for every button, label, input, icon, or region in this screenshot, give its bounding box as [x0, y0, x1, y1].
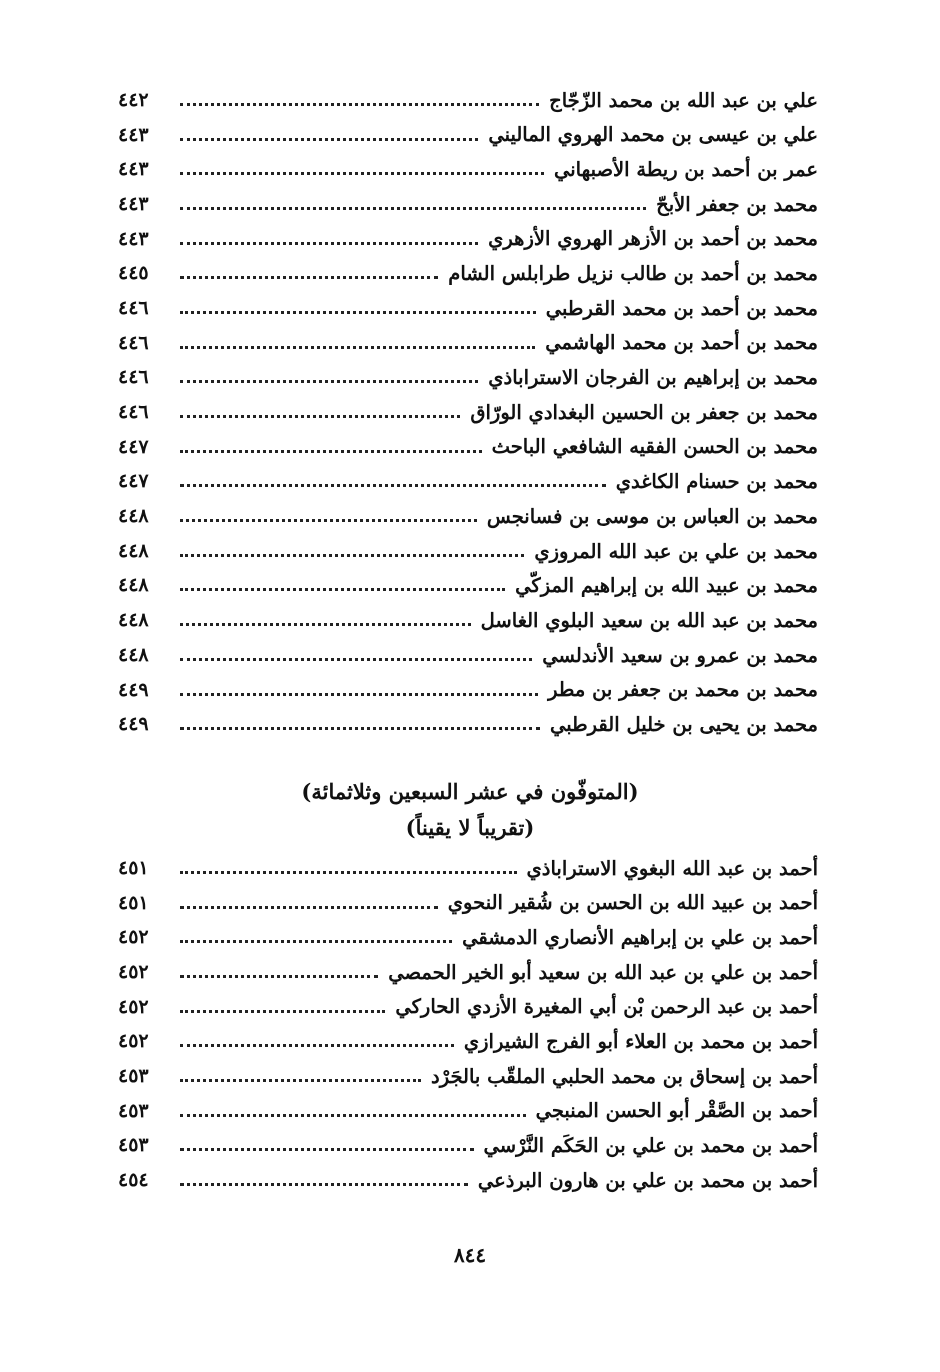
- entry-name: أحمد بن محمد بن علي بن هارون البرذعي: [477, 1168, 818, 1192]
- toc-list-upper: [118, 83, 818, 742]
- entry-name: أحمد بن عبيد الله بن الحسن بن شُقير النحوي: [447, 891, 818, 915]
- entry-page-number: ٤٥٢: [118, 926, 149, 949]
- entry-name: أحمد بن محمد بن العلاء أبو الفرج الشيرازي: [463, 1030, 818, 1054]
- dot-leader: [180, 207, 646, 210]
- entry-page-number: ٤٥٣: [118, 1064, 149, 1087]
- dot-leader: [180, 975, 378, 978]
- entry-page-number: ٤٤٣: [118, 158, 149, 181]
- dot-leader: [180, 415, 460, 418]
- toc-list-lower: [118, 851, 818, 1198]
- toc-entry: [118, 361, 818, 396]
- entry-name: محمد بن محمد بن جعفر بن مطر: [548, 678, 818, 702]
- entry-name: أحمد بن علي بن إبراهيم الأنصاري الدمشقي: [462, 925, 818, 949]
- entry-page-number: ٤٤٦: [118, 366, 149, 389]
- entry-name: محمد بن أحمد بن طالب نزيل طرابلس الشام: [448, 262, 818, 286]
- dot-leader: [180, 727, 540, 730]
- entry-name: محمد بن جعفر الأبحّ: [656, 192, 818, 216]
- entry-name: محمد بن عبيد الله بن إبراهيم المزكّي: [515, 574, 818, 598]
- entry-page-number: ٤٤٩: [118, 713, 149, 736]
- toc-entry: [118, 920, 818, 955]
- toc-entry: [118, 395, 818, 430]
- dot-leader: [180, 1044, 454, 1047]
- dot-leader: [180, 871, 517, 874]
- dot-leader: [180, 1183, 468, 1186]
- entry-name: محمد بن جعفر بن الحسين البغدادي الورّاق: [470, 400, 818, 424]
- toc-entry: [118, 256, 818, 291]
- dot-leader: [180, 940, 452, 943]
- entry-page-number: ٤٥٢: [118, 1030, 149, 1053]
- toc-entry: [118, 603, 818, 638]
- dot-leader: [180, 554, 524, 557]
- entry-page-number: ٤٤٨: [118, 609, 149, 632]
- entry-page-number: ٤٤٣: [118, 227, 149, 250]
- entry-name: عمر بن أحمد بن ريطة الأصبهاني: [553, 157, 818, 181]
- toc-entry: [118, 291, 818, 326]
- section-subheading: (تقريباً لا يقيناً): [405, 815, 535, 840]
- entry-page-number: ٤٤٨: [118, 505, 149, 528]
- entry-page-number: ٤٤٢: [118, 88, 149, 111]
- toc-entry: [118, 326, 818, 361]
- toc-entry: [118, 707, 818, 742]
- entry-name: أحمد بن عبد الله البغوي الاستراباذي: [526, 856, 818, 880]
- toc-entry: [118, 187, 818, 222]
- entry-name: محمد بن علي بن عبد الله المروزي: [534, 539, 818, 563]
- toc-entry: [118, 83, 818, 118]
- entry-page-number: ٤٥١: [118, 856, 149, 879]
- entry-page-number: ٤٤٣: [118, 192, 149, 215]
- entry-name: محمد بن حسنام الكاغدي: [615, 470, 818, 494]
- entry-page-number: ٤٤٨: [118, 574, 149, 597]
- dot-leader: [180, 276, 438, 279]
- section-heading: (المتوفّون في عشر السبعين وثلاثمائة): [301, 779, 639, 804]
- toc-entry: [118, 499, 818, 534]
- toc-entry: [118, 851, 818, 886]
- toc-entry: [118, 1094, 818, 1129]
- entry-page-number: ٤٤٨: [118, 539, 149, 562]
- toc-entry: [118, 222, 818, 257]
- dot-leader: [180, 906, 438, 909]
- entry-name: محمد بن أحمد بن محمد القرطبي: [545, 296, 818, 320]
- toc-entry: [118, 534, 818, 569]
- dot-leader: [180, 519, 477, 522]
- dot-leader: [180, 623, 471, 626]
- entry-name: محمد بن يحيى بن خليل القرطبي: [550, 712, 818, 736]
- entry-name: أحمد بن عبد الرحمن بْن أبي المغيرة الأزدي الحاركي: [395, 995, 818, 1019]
- toc-entry: [118, 990, 818, 1025]
- dot-leader: [180, 450, 482, 453]
- entry-page-number: ٤٤٩: [118, 678, 149, 701]
- dot-leader: [180, 346, 535, 349]
- entry-name: أحمد بن علي بن عبد الله بن سعيد أبو الخير الحمصي: [388, 960, 818, 984]
- dot-leader: [180, 1148, 474, 1151]
- entry-name: محمد بن أحمد بن محمد الهاشمي: [545, 331, 818, 355]
- entry-page-number: ٤٤٥: [118, 262, 149, 285]
- toc-entry: [118, 673, 818, 708]
- toc-entry: [118, 1163, 818, 1198]
- dot-leader: [180, 242, 478, 245]
- entry-name: محمد بن عبد الله بن سعيد البلوي الغاسل: [480, 608, 818, 632]
- dot-leader: [180, 1114, 526, 1117]
- toc-entry: [118, 1129, 818, 1164]
- toc-entry: [118, 118, 818, 153]
- entry-name: محمد بن عمرو بن سعيد الأندلسي: [542, 643, 818, 667]
- toc-entry: [118, 886, 818, 921]
- dot-leader: [180, 311, 536, 314]
- dot-leader: [180, 1010, 385, 1013]
- dot-leader: [180, 380, 478, 383]
- entry-page-number: ٤٤٦: [118, 331, 149, 354]
- entry-name: محمد بن إبراهيم بن الفرجان الاستراباذي: [488, 366, 818, 390]
- entry-page-number: ٤٤٣: [118, 123, 149, 146]
- dot-leader: [180, 1079, 421, 1082]
- entry-name: محمد بن العباس بن موسى بن فسانجس: [486, 504, 818, 528]
- entry-page-number: ٤٤٨: [118, 643, 149, 666]
- entry-page-number: ٤٥٤: [118, 1169, 149, 1192]
- entry-page-number: ٤٥٣: [118, 1134, 149, 1157]
- dot-leader: [180, 484, 606, 487]
- entry-page-number: ٤٤٦: [118, 401, 149, 424]
- entry-page-number: ٤٥٢: [118, 960, 149, 983]
- toc-entry: [118, 638, 818, 673]
- toc-entry: [118, 955, 818, 990]
- toc-entry: [118, 152, 818, 187]
- entry-page-number: ٤٥٢: [118, 995, 149, 1018]
- entry-name: أحمد بن محمد بن علي بن الحَكَم النَّرْسي: [483, 1134, 818, 1158]
- entry-page-number: ٤٥٣: [118, 1099, 149, 1122]
- entry-page-number: ٤٤٧: [118, 435, 149, 458]
- entry-name: أحمد بن الصَّقْر أبو الحسن المنبجي: [535, 1099, 818, 1123]
- entry-name: محمد بن الحسن الفقيه الشافعي الباحث: [491, 435, 818, 459]
- dot-leader: [180, 588, 505, 591]
- entry-name: علي بن عيسى بن محمد الهروي الماليني: [488, 123, 818, 147]
- toc-entry: [118, 430, 818, 465]
- entry-name: أحمد بن إسحاق بن محمد الحلبي الملقّب بالجَرْد: [431, 1064, 818, 1088]
- page-number: ٨٤٤: [453, 1243, 487, 1267]
- entry-page-number: ٤٤٦: [118, 296, 149, 319]
- entry-page-number: ٤٤٧: [118, 470, 149, 493]
- toc-entry: [118, 1059, 818, 1094]
- dot-leader: [180, 693, 538, 696]
- dot-leader: [180, 658, 532, 661]
- dot-leader: [180, 172, 544, 175]
- toc-entry: [118, 569, 818, 604]
- toc-entry: [118, 465, 818, 500]
- toc-entry: [118, 1024, 818, 1059]
- entry-page-number: ٤٥١: [118, 891, 149, 914]
- entry-name: محمد بن أحمد بن الأزهر الهروي الأزهري: [488, 227, 818, 251]
- dot-leader: [180, 138, 478, 141]
- entry-name: علي بن عبد الله بن محمد الزّجّاج: [549, 88, 818, 112]
- dot-leader: [180, 103, 539, 106]
